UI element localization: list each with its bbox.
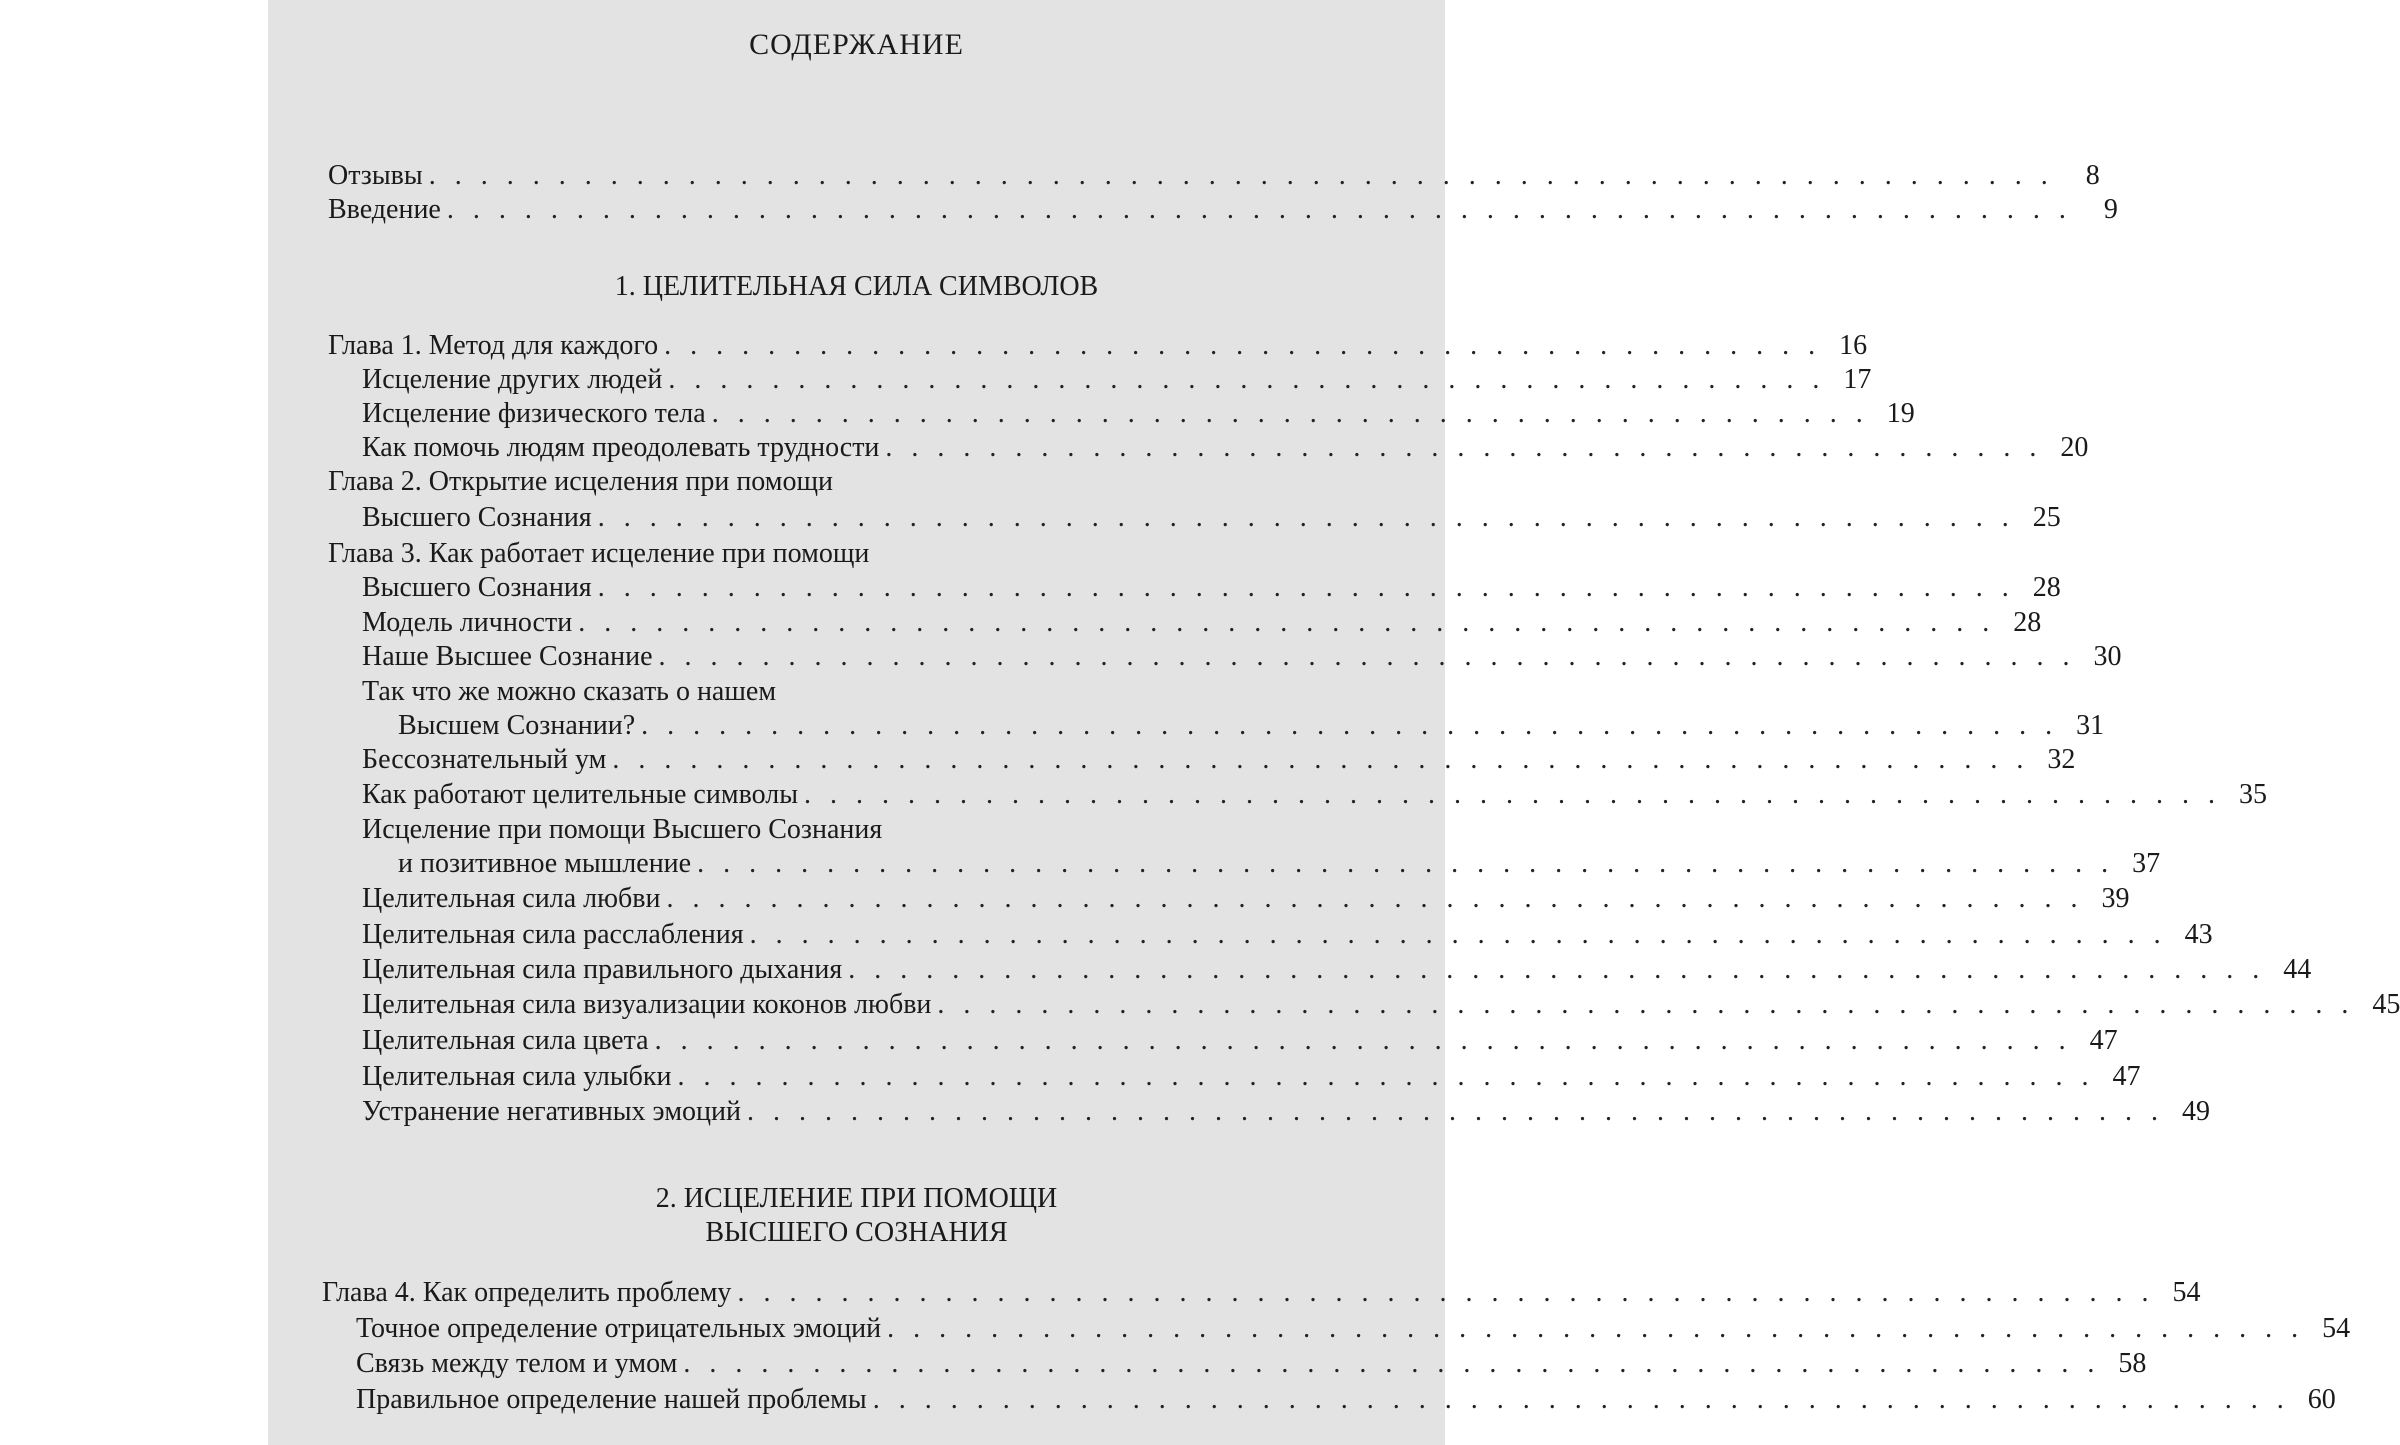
toc-entry-text: Целительная сила цвета — [362, 1025, 649, 1056]
toc-entry[interactable] — [328, 328, 1868, 364]
toc-page-number: 9 — [2103, 194, 2118, 225]
toc-entry[interactable] — [362, 674, 1364, 710]
toc-page-number: 8 — [2085, 160, 2100, 191]
toc-entry-text: Высшего Сознания — [362, 572, 592, 603]
toc-entry-text: Целительная сила правильного дыхания — [362, 954, 843, 985]
toc-entry[interactable] — [362, 881, 2130, 917]
toc-entry[interactable] — [356, 1382, 2336, 1418]
toc-entry-text: Так что же можно сказать о нашем — [362, 676, 777, 707]
toc-entry-text: Правильное определение нашей проблемы — [356, 1384, 867, 1415]
toc-entry[interactable] — [328, 536, 1364, 572]
leader-dots: . . . . . . . . . . . . . . . . . . . . . . . . . . . . . . . . . . . . . . . . . . . . . . . . . . . . . . . — [578, 607, 1996, 638]
leader-dots: . . . . . . . . . . . . . . . . . . . . . . . . . . . . . . . . . . . . . . . . . . . . . — [711, 398, 1869, 429]
leader-dots: . . . . . . . . . . . . . . . . . . . . . . . . . . . . . . . . . . . . . . . . . . . . . . . . . . . . . . . — [848, 954, 2266, 985]
toc-entry-text: Как работают целительные символы — [362, 779, 799, 810]
toc-entry-text: Бессознательный ум — [362, 744, 607, 775]
toc-entry-text: Глава 2. Открытие исцеления при помощи — [328, 466, 834, 497]
toc-page-number: 35 — [2239, 779, 2268, 810]
toc-entry-text: Целительная сила улыбки — [362, 1061, 672, 1092]
toc-entry-text: Глава 4. Как определить проблему — [322, 1277, 732, 1308]
toc-entry[interactable] — [362, 952, 2312, 988]
toc-page-number: 30 — [2093, 641, 2122, 672]
toc-entry-text: Наше Высшее Сознание — [362, 641, 653, 672]
leader-dots: . . . . . . . . . . . . . . . . . . . . . . . . . . . . . . . . . . . . . . . . . . . . . . . . . . . . . . . — [683, 1348, 2101, 1379]
leader-dots: . . . . . . . . . . . . . . . . . . . . . . . . . . . . . . . . . . . . . . . . . . . . . — [885, 432, 2043, 463]
part-heading-line2: ВЫСШЕГО СОЗНАНИЯ — [705, 1217, 1008, 1248]
leader-dots: . . . . . . . . . . . . . . . . . . . . . . . . . . . . . . . . . . . . . . . . . . . . . . . . . . . . . . . — [597, 572, 2015, 603]
leader-dots: . . . . . . . . . . . . . . . . . . . . . . . . . . . . . . . . . . . . . . . . . . . . . . . . . . . . . . . — [612, 744, 2030, 775]
toc-entry-text: Целительная сила визуализации коконов любви — [362, 989, 932, 1020]
toc-entry[interactable] — [398, 708, 2105, 744]
toc-page-number: 16 — [1839, 330, 1868, 361]
toc-entry[interactable] — [362, 742, 2076, 778]
toc-page-number: 19 — [1886, 398, 1915, 429]
toc-page-number: 39 — [2101, 883, 2130, 914]
toc-page-number: 47 — [2112, 1061, 2141, 1092]
toc-page-number: 54 — [2322, 1313, 2351, 1344]
toc-entry[interactable] — [362, 1023, 2118, 1059]
toc-page-number: 17 — [1843, 364, 1872, 395]
toc-entry[interactable] — [362, 570, 2061, 606]
book-page — [268, 0, 2400, 1445]
toc-entry-text: Отзывы — [328, 160, 423, 191]
toc-page-number: 45 — [2372, 989, 2400, 1020]
toc-page-number: 28 — [2032, 572, 2061, 603]
leader-dots: . . . . . . . . . . . . . . . . . . . . . . . . . . . . . . . . . . . . . . . . . . . . . . . . . . . . . . . — [737, 1277, 2155, 1308]
toc-page-number: 44 — [2283, 954, 2312, 985]
toc-entry[interactable] — [362, 605, 2042, 641]
toc-entry[interactable] — [362, 777, 2268, 813]
toc-page-number: 60 — [2307, 1384, 2336, 1415]
toc-entry[interactable] — [362, 812, 1364, 848]
toc-page-number: 37 — [2132, 848, 2161, 879]
toc-entry[interactable] — [362, 1059, 2141, 1095]
toc-entry-text: Глава 1. Метод для каждого — [328, 330, 659, 361]
leader-dots: . . . . . . . . . . . . . . . . . . . . . . . . . . . . . . . . . . . . . . . . . . . . . . . . . . . . . . . — [749, 919, 2167, 950]
toc-entry[interactable] — [362, 917, 2213, 953]
toc-page-number: 25 — [2032, 502, 2061, 533]
toc-page-number: 49 — [2181, 1096, 2210, 1127]
toc-entry-text: Точное определение отрицательных эмоций — [356, 1313, 882, 1344]
toc-page-number: 54 — [2172, 1277, 2201, 1308]
toc-entry-text: Исцеление других людей — [362, 364, 663, 395]
toc-entry-text: Глава 3. Как работает исцеление при помощи — [328, 538, 870, 569]
toc-entry-introduction[interactable] — [328, 192, 2118, 228]
leader-dots: . . . . . . . . . . . . . . . . . . . . . . . . . . . . . . . . . . . . . . . . . . . . . . . . . . . . . . . — [658, 641, 2076, 672]
leader-dots: . . . . . . . . . . . . . . . . . . . . . . . . . . . . . . . . . . . . . . . . . . . . . . . . . . . . . . . — [697, 848, 2115, 879]
toc-entry-text: Введение — [328, 194, 441, 225]
leader-dots: . . . . . . . . . . . . . . . . . . . . . . . . . . . . . . . . . . . . . . . . . . . . . . . . . . . . . . . — [746, 1096, 2164, 1127]
toc-entry-text: Высшем Сознании? — [398, 710, 636, 741]
toc-page-number: 47 — [2089, 1025, 2118, 1056]
toc-entry-text: Модель личности — [362, 607, 573, 638]
part-heading-line1: 2. ИСЦЕЛЕНИЕ ПРИ ПОМОЩИ — [655, 1183, 1058, 1214]
toc-entry[interactable] — [362, 1094, 2210, 1130]
toc-entry-text: Исцеление физического тела — [362, 398, 706, 429]
toc-page-number: 31 — [2076, 710, 2105, 741]
toc-entry[interactable] — [362, 430, 2089, 466]
toc-entry-text: Высшего Сознания — [362, 502, 592, 533]
toc-entry[interactable] — [356, 1311, 2351, 1347]
toc-entry-text: Исцеление при помощи Высшего Сознания — [362, 814, 883, 845]
leader-dots: . . . . . . . . . . . . . . . . . . . . . . . . . . . . . . . . . . . . . . . . . . . . . — [668, 364, 1826, 395]
toc-entry-text: Целительная сила любви — [362, 883, 661, 914]
toc-entry[interactable] — [362, 500, 2061, 536]
leader-dots: . . . . . . . . . . . . . . . . . . . . . . . . . . . . . . . . . . . . . . . . . . . . . . . . . . . . . . . . . . . . . . . — [446, 194, 2072, 225]
toc-page-number: 43 — [2184, 919, 2213, 950]
toc-entry[interactable] — [356, 1346, 2147, 1382]
toc-page-number: 32 — [2047, 744, 2076, 775]
leader-dots: . . . . . . . . . . . . . . . . . . . . . . . . . . . . . . . . . . . . . . . . . . . . . . . . . . . . . . . — [872, 1384, 2290, 1415]
part-heading: 1. ЦЕЛИТЕЛЬНАЯ СИЛА СИМВОЛОВ — [614, 271, 1099, 302]
toc-entry[interactable] — [398, 846, 2161, 882]
leader-dots: . . . . . . . . . . . . . . . . . . . . . . . . . . . . . . . . . . . . . . . . . . . . . . . . . . . . . . . — [641, 710, 2059, 741]
toc-entry[interactable] — [362, 639, 2122, 675]
toc-entry[interactable] — [362, 987, 2400, 1023]
toc-entry-text: Как помочь людям преодолевать трудности — [362, 432, 880, 463]
leader-dots: . . . . . . . . . . . . . . . . . . . . . . . . . . . . . . . . . . . . . . . . . . . . . — [664, 330, 1822, 361]
toc-page-number: 58 — [2118, 1348, 2147, 1379]
toc-entry-reviews[interactable] — [328, 158, 2100, 194]
toc-entry[interactable] — [362, 396, 1915, 432]
toc-page-number: 28 — [2013, 607, 2042, 638]
page-title: СОДЕРЖАНИЕ — [749, 28, 964, 61]
leader-dots: . . . . . . . . . . . . . . . . . . . . . . . . . . . . . . . . . . . . . . . . . . . . . . . . . . . . . . . — [887, 1313, 2305, 1344]
toc-entry[interactable] — [362, 362, 1872, 398]
leader-dots: . . . . . . . . . . . . . . . . . . . . . . . . . . . . . . . . . . . . . . . . . . . . . . . . . . . . . . . — [666, 883, 2084, 914]
leader-dots: . . . . . . . . . . . . . . . . . . . . . . . . . . . . . . . . . . . . . . . . . . . . . . . . . . . . . . . — [937, 989, 2355, 1020]
toc-entry[interactable] — [328, 464, 1364, 500]
toc-entry-text: Устранение негативных эмоций — [362, 1096, 741, 1127]
toc-page-number: 20 — [2060, 432, 2089, 463]
leader-dots: . . . . . . . . . . . . . . . . . . . . . . . . . . . . . . . . . . . . . . . . . . . . . . . . . . . . . . . — [804, 779, 2222, 810]
toc-entry-text: и позитивное мышление — [398, 848, 692, 879]
toc-entry-text: Целительная сила расслабления — [362, 919, 744, 950]
leader-dots: . . . . . . . . . . . . . . . . . . . . . . . . . . . . . . . . . . . . . . . . . . . . . . . . . . . . . . . — [654, 1025, 2072, 1056]
toc-entry-text: Связь между телом и умом — [356, 1348, 678, 1379]
leader-dots: . . . . . . . . . . . . . . . . . . . . . . . . . . . . . . . . . . . . . . . . . . . . . . . . . . . . . . . — [677, 1061, 2095, 1092]
toc-entry[interactable] — [322, 1275, 2201, 1311]
leader-dots: . . . . . . . . . . . . . . . . . . . . . . . . . . . . . . . . . . . . . . . . . . . . . . . . . . . . . . . . . . . . . . . — [428, 160, 2054, 191]
leader-dots: . . . . . . . . . . . . . . . . . . . . . . . . . . . . . . . . . . . . . . . . . . . . . . . . . . . . . . . — [597, 502, 2015, 533]
